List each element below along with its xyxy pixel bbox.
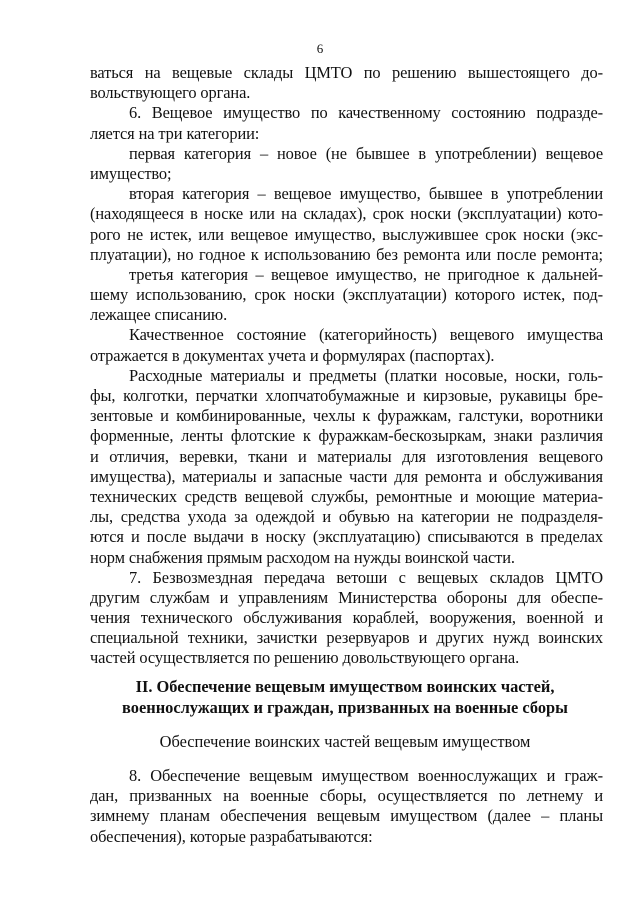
text-line: первая категория – новое (не бывшее в употреблении) вещевое <box>129 143 603 163</box>
body-text-section-1 <box>90 63 603 669</box>
text-line: отражается в документах учета и формулярах (паспортах). <box>90 345 495 365</box>
text-line: зимнему планам обеспечения вещевым имуществом (далее – планы <box>90 806 603 826</box>
text-line: и отличия, веревки, ткани и материалы для изготовления вещевого <box>90 446 603 466</box>
text-line: другим службам и управлениям Министерства обороны для обеспе- <box>90 587 603 607</box>
text-line: обеспечения), которые разрабатываются: <box>90 826 373 846</box>
section-heading-line-1: II. Обеспечение вещевым имуществом воинских частей, <box>135 677 555 696</box>
text-line: специальной техники, зачистки резервуаров и других нужд воинских <box>90 628 603 648</box>
text-line: технических средств вещевой службы, ремонтные и моющие материа- <box>90 486 603 506</box>
text-line: плуатации), но годное к использованию без ремонта или после ремонта; <box>90 244 603 264</box>
subsection-heading: Обеспечение воинских частей вещевым имуществом <box>159 732 531 751</box>
text-line: шему использованию, срок носки (эксплуатации) которого истек, под- <box>90 285 603 305</box>
text-line: форменные, ленты флотские к фуражкам-бескозыркам, знаки различия <box>90 426 603 446</box>
text-line: ются и после выдачи в носку (эксплуатацию) списываются в пределах <box>90 527 603 547</box>
text-line: третья категория – вещевое имущество, не пригодное к дальней- <box>129 264 603 284</box>
text-line: (находящееся в носке или на складах), срок носки (эксплуатации) кото- <box>90 204 603 224</box>
text-line: частей осуществляется по решению довольствующего органа. <box>90 648 520 668</box>
text-line: фы, колготки, перчатки хлопчатобумажные и кирзовые, рукавицы бре- <box>90 386 603 405</box>
text-line: лежащее списанию. <box>90 305 228 325</box>
section-heading-line-2: военнослужащих и граждан, призванных на военные сборы <box>122 698 568 717</box>
section-heading <box>80 676 610 718</box>
text-line: дан, призванных на военные сборы, осуществляется по летнему и <box>90 786 603 806</box>
text-line: 8. Обеспечение вещевым имуществом военнослужащих и граж- <box>129 766 603 785</box>
text-line: норм снабжения прямым расходом на нужды воинской части. <box>90 547 515 567</box>
page-number: 6 <box>316 41 324 56</box>
text-line: вольствующего органа. <box>90 83 251 103</box>
text-line: лы, средства ухода за одеждой и обувью на категории не подразделя- <box>90 507 603 527</box>
text-line: 7. Безвозмездная передача ветоши с вещевых складов ЦМТО <box>129 567 603 587</box>
text-line: чения технического обслуживания кораблей, вооружения, военной и <box>90 608 603 628</box>
text-line: ваться на вещевые склады ЦМТО по решению вышестоящего до- <box>90 63 603 82</box>
text-line: 6. Вещевое имущество по качественному состоянию подразде- <box>129 103 603 123</box>
text-line: вторая категория – вещевое имущество, бывшее в употреблении <box>129 184 603 204</box>
text-line: зентовые и комбинированные, чехлы к фуражкам, галстуки, воротники <box>90 406 603 426</box>
text-line: имущество; <box>90 163 172 183</box>
body-text-section-2 <box>90 766 603 847</box>
text-line: ляется на три категории: <box>90 123 260 143</box>
text-line: Расходные материалы и предметы (платки носовые, носки, голь- <box>129 365 603 385</box>
text-line: имущества), материалы и запасные части для ремонта и обслуживания <box>90 466 603 486</box>
text-line: Качественное состояние (категорийность) вещевого имущества <box>129 325 603 345</box>
text-line: рого не истек, или вещевое имущество, выслужившее срок носки (экс- <box>90 224 603 244</box>
